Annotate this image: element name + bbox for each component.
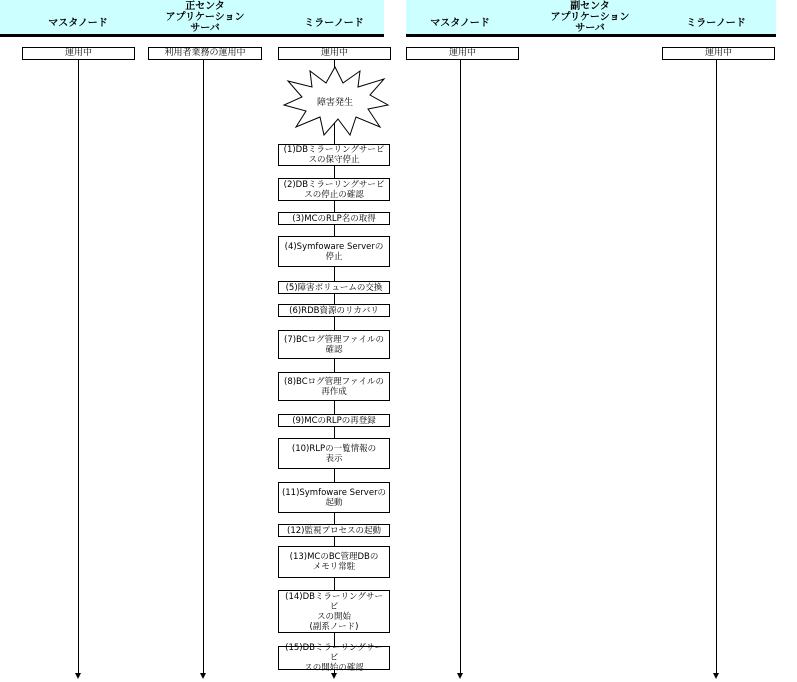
- step-box: (15)DBミラーリングサービ スの開始の確認: [278, 646, 390, 670]
- step-box: (14)DBミラーリングサービ スの開始 (副系ノード): [278, 590, 390, 633]
- step-box: (9)MCのRLPの再登録: [278, 414, 390, 427]
- lifeline-sub-mirror: [716, 59, 717, 673]
- header-main-app-server: 正センタ アプリケーション サーバ: [165, 1, 245, 34]
- step-box: (11)Symfoware Serverの 起動: [278, 482, 390, 513]
- lifeline-main-app: [203, 59, 204, 673]
- status-main-master: 運用中: [22, 47, 135, 60]
- header-sub-master-node: マスタノード: [430, 18, 490, 29]
- lifeline-main-master: [78, 59, 79, 673]
- failure-burst-icon: [280, 65, 390, 137]
- failure-label: 障害発生: [316, 98, 354, 108]
- sub-site-header-rule: [406, 34, 776, 37]
- lifeline-sub-master: [460, 59, 461, 673]
- lifeline-sub-master-arrowhead: [457, 673, 463, 679]
- step-box: (7)BCログ管理ファイルの 確認: [278, 330, 390, 359]
- step-box: (8)BCログ管理ファイルの 再作成: [278, 372, 390, 401]
- lifeline-main-app-arrowhead: [200, 673, 206, 679]
- step-box: (5)障害ボリュームの交換: [278, 281, 390, 294]
- step-box: (6)RDB資源のリカバリ: [278, 304, 390, 317]
- main-site-header-rule: [0, 34, 384, 37]
- header-main-mirror-node: ミラーノード: [304, 18, 364, 29]
- step-box: (1)DBミラーリングサービ スの保守停止: [278, 144, 390, 166]
- status-main-mirror: 運用中: [278, 47, 391, 60]
- header-main-master-node: マスタノード: [48, 18, 108, 29]
- step-box: (10)RLPの一覧情報の 表示: [278, 438, 390, 469]
- step-box: (12)監視プロセスの起動: [278, 524, 390, 537]
- step-box: (3)MCのRLP名の取得: [278, 212, 390, 225]
- lifeline-sub-mirror-arrowhead: [713, 673, 719, 679]
- step-box: (4)Symfoware Serverの 停止: [278, 236, 390, 267]
- status-main-app: 利用者業務の運用中: [148, 47, 262, 60]
- step-box: (13)MCのBC管理DBの メモリ常駐: [278, 546, 390, 578]
- header-sub-app-server: 副センタ アプリケーション サーバ: [550, 1, 630, 34]
- lifeline-main-master-arrowhead: [75, 673, 81, 679]
- step-box: (2)DBミラーリングサービ スの停止の確認: [278, 178, 390, 201]
- header-sub-mirror-node: ミラーノード: [686, 18, 746, 29]
- lifeline-main-mirror-arrowhead: [331, 673, 337, 679]
- status-sub-master: 運用中: [406, 47, 519, 60]
- status-sub-mirror: 運用中: [662, 47, 775, 60]
